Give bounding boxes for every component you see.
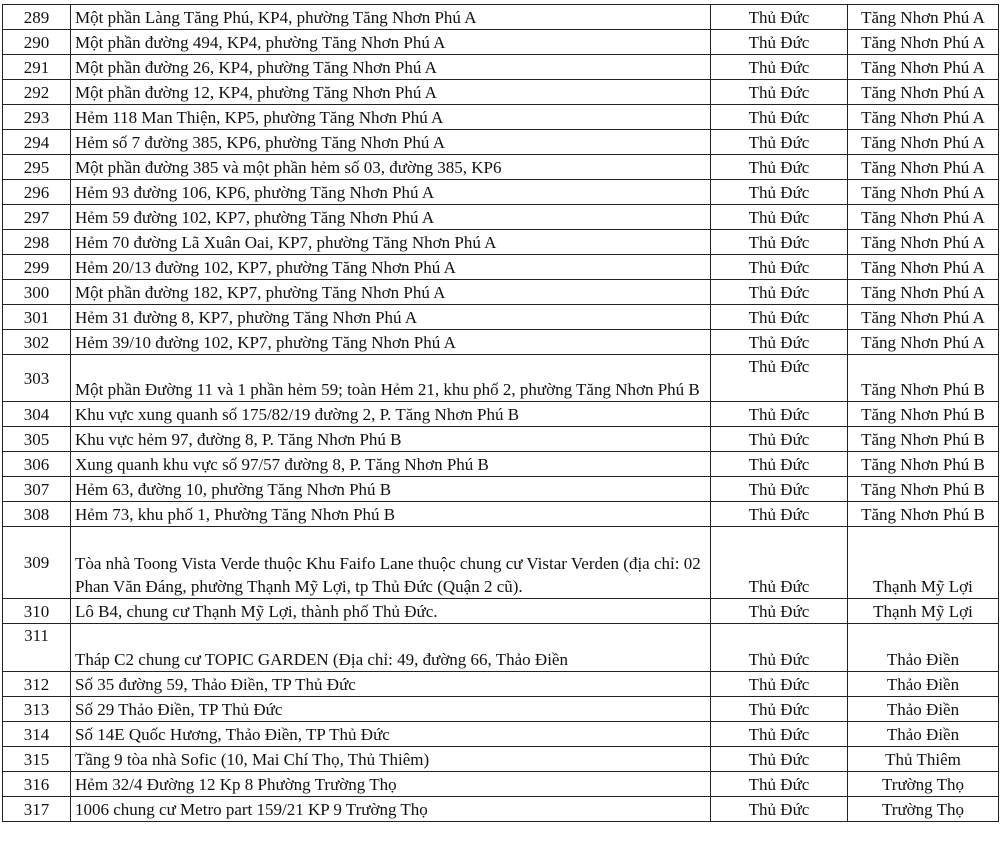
address-cell: Hẻm 59 đường 102, KP7, phường Tăng Nhơn Phú A: [71, 205, 711, 230]
row-number: 311: [3, 624, 71, 672]
address-cell: Một phần đường 182, KP7, phường Tăng Nhơn Phú A: [71, 280, 711, 305]
ward-cell: Tăng Nhơn Phú A: [848, 155, 999, 180]
row-number: 300: [3, 280, 71, 305]
ward-cell: Thảo Điền: [848, 697, 999, 722]
ward-cell: Thảo Điền: [848, 722, 999, 747]
address-cell: Tháp C2 chung cư TOPIC GARDEN (Địa chỉ: 49, đường 66, Thảo Điền: [71, 624, 711, 672]
table-row: [3, 355, 999, 402]
ward-cell: Tăng Nhơn Phú A: [848, 180, 999, 205]
address-cell: Khu vực xung quanh số 175/82/19 đường 2, P. Tăng Nhơn Phú B: [71, 402, 711, 427]
address-cell: Lô B4, chung cư Thạnh Mỹ Lợi, thành phố Thủ Đức.: [71, 599, 711, 624]
row-number: 302: [3, 330, 71, 355]
row-number: 296: [3, 180, 71, 205]
address-cell: Một phần đường 12, KP4, phường Tăng Nhơn Phú A: [71, 80, 711, 105]
ward-cell: Tăng Nhơn Phú B: [848, 355, 999, 402]
district-cell: Thủ Đức: [711, 255, 848, 280]
address-cell: Hẻm 32/4 Đường 12 Kp 8 Phường Trường Thọ: [71, 772, 711, 797]
district-cell: Thủ Đức: [711, 477, 848, 502]
ward-cell: Trường Thọ: [848, 797, 999, 822]
row-number: 304: [3, 402, 71, 427]
table-row: [3, 155, 999, 180]
district-cell: Thủ Đức: [711, 130, 848, 155]
district-cell: Thủ Đức: [711, 452, 848, 477]
district-cell: Thủ Đức: [711, 5, 848, 30]
table-row: [3, 747, 999, 772]
address-cell: Hẻm 31 đường 8, KP7, phường Tăng Nhơn Phú A: [71, 305, 711, 330]
address-cell: Hẻm 39/10 đường 102, KP7, phường Tăng Nhơn Phú A: [71, 330, 711, 355]
ward-cell: Tăng Nhơn Phú B: [848, 427, 999, 452]
ward-cell: Tăng Nhơn Phú B: [848, 477, 999, 502]
district-cell: Thủ Đức: [711, 55, 848, 80]
table-row: [3, 599, 999, 624]
ward-cell: Tăng Nhơn Phú B: [848, 452, 999, 477]
district-cell: Thủ Đức: [711, 502, 848, 527]
table-row: [3, 502, 999, 527]
district-cell: Thủ Đức: [711, 230, 848, 255]
table-row: [3, 624, 999, 672]
address-cell: Số 29 Thảo Điền, TP Thủ Đức: [71, 697, 711, 722]
row-number: 303: [3, 355, 71, 402]
district-cell: Thủ Đức: [711, 305, 848, 330]
ward-cell: Tăng Nhơn Phú A: [848, 230, 999, 255]
table-row: [3, 427, 999, 452]
ward-cell: Tăng Nhơn Phú A: [848, 205, 999, 230]
address-cell: Hẻm 118 Man Thiện, KP5, phường Tăng Nhơn Phú A: [71, 105, 711, 130]
ward-cell: Tăng Nhơn Phú A: [848, 55, 999, 80]
table-row: [3, 305, 999, 330]
table-row: [3, 55, 999, 80]
ward-cell: Tăng Nhơn Phú B: [848, 502, 999, 527]
table-row: [3, 205, 999, 230]
address-cell: Hẻm số 7 đường 385, KP6, phường Tăng Nhơn Phú A: [71, 130, 711, 155]
district-cell: Thủ Đức: [711, 30, 848, 55]
district-cell: Thủ Đức: [711, 205, 848, 230]
district-cell: Thủ Đức: [711, 772, 848, 797]
table-row: [3, 527, 999, 599]
table-row: [3, 772, 999, 797]
address-cell: Hẻm 70 đường Lã Xuân Oai, KP7, phường Tăng Nhơn Phú A: [71, 230, 711, 255]
district-cell: Thủ Đức: [711, 797, 848, 822]
row-number: 316: [3, 772, 71, 797]
row-number: 291: [3, 55, 71, 80]
table-row: [3, 30, 999, 55]
ward-cell: Thạnh Mỹ Lợi: [848, 599, 999, 624]
ward-cell: Trường Thọ: [848, 772, 999, 797]
address-cell: Một phần đường 26, KP4, phường Tăng Nhơn Phú A: [71, 55, 711, 80]
district-cell: Thủ Đức: [711, 527, 848, 599]
table-row: [3, 330, 999, 355]
address-cell: Một phần Đường 11 và 1 phần hẻm 59; toàn Hẻm 21, khu phố 2, phường Tăng Nhơn Phú B: [71, 355, 711, 402]
address-cell: Khu vực hẻm 97, đường 8, P. Tăng Nhơn Phú B: [71, 427, 711, 452]
address-cell: Tầng 9 tòa nhà Sofic (10, Mai Chí Thọ, Thủ Thiêm): [71, 747, 711, 772]
ward-cell: Tăng Nhơn Phú A: [848, 105, 999, 130]
address-cell: Tòa nhà Toong Vista Verde thuộc Khu Faifo Lane thuộc chung cư Vistar Verden (địa chỉ: 02 Phan Văn Đáng, phường Thạnh Mỹ Lợi, tp Thủ Đức (Quận 2 cũ).: [71, 527, 711, 599]
table-row: [3, 5, 999, 30]
ward-cell: Thảo Điền: [848, 672, 999, 697]
district-cell: Thủ Đức: [711, 722, 848, 747]
district-cell: Thủ Đức: [711, 330, 848, 355]
table-row: [3, 672, 999, 697]
ward-cell: Tăng Nhơn Phú A: [848, 30, 999, 55]
row-number: 290: [3, 30, 71, 55]
district-cell: Thủ Đức: [711, 697, 848, 722]
district-cell: Thủ Đức: [711, 80, 848, 105]
district-cell: Thủ Đức: [711, 355, 848, 402]
district-cell: Thủ Đức: [711, 747, 848, 772]
district-cell: Thủ Đức: [711, 155, 848, 180]
row-number: 317: [3, 797, 71, 822]
row-number: 297: [3, 205, 71, 230]
row-number: 314: [3, 722, 71, 747]
row-number: 295: [3, 155, 71, 180]
table-row: [3, 105, 999, 130]
district-cell: Thủ Đức: [711, 180, 848, 205]
address-cell: 1006 chung cư Metro part 159/21 KP 9 Trường Thọ: [71, 797, 711, 822]
ward-cell: Tăng Nhơn Phú A: [848, 5, 999, 30]
ward-cell: Tăng Nhơn Phú A: [848, 305, 999, 330]
row-number: 305: [3, 427, 71, 452]
ward-cell: Tăng Nhơn Phú A: [848, 330, 999, 355]
table-body: [3, 5, 999, 822]
row-number: 298: [3, 230, 71, 255]
ward-cell: Thảo Điền: [848, 624, 999, 672]
table-row: [3, 180, 999, 205]
table-row: [3, 280, 999, 305]
address-cell: Xung quanh khu vực số 97/57 đường 8, P. Tăng Nhơn Phú B: [71, 452, 711, 477]
row-number: 294: [3, 130, 71, 155]
district-cell: Thủ Đức: [711, 599, 848, 624]
row-number: 307: [3, 477, 71, 502]
locations-table: [2, 4, 999, 822]
ward-cell: Tăng Nhơn Phú A: [848, 130, 999, 155]
ward-cell: Thủ Thiêm: [848, 747, 999, 772]
address-cell: Số 35 đường 59, Thảo Điền, TP Thủ Đức: [71, 672, 711, 697]
address-cell: Hẻm 73, khu phố 1, Phường Tăng Nhơn Phú B: [71, 502, 711, 527]
row-number: 299: [3, 255, 71, 280]
district-cell: Thủ Đức: [711, 672, 848, 697]
row-number: 312: [3, 672, 71, 697]
table-row: [3, 80, 999, 105]
ward-cell: Tăng Nhơn Phú A: [848, 280, 999, 305]
district-cell: Thủ Đức: [711, 280, 848, 305]
table-row: [3, 722, 999, 747]
row-number: 301: [3, 305, 71, 330]
table-row: [3, 797, 999, 822]
district-cell: Thủ Đức: [711, 105, 848, 130]
address-cell: Hẻm 63, đường 10, phường Tăng Nhơn Phú B: [71, 477, 711, 502]
district-cell: Thủ Đức: [711, 402, 848, 427]
address-cell: Một phần Làng Tăng Phú, KP4, phường Tăng Nhơn Phú A: [71, 5, 711, 30]
address-cell: Một phần đường 494, KP4, phường Tăng Nhơn Phú A: [71, 30, 711, 55]
ward-cell: Tăng Nhơn Phú B: [848, 402, 999, 427]
row-number: 310: [3, 599, 71, 624]
address-cell: Hẻm 20/13 đường 102, KP7, phường Tăng Nhơn Phú A: [71, 255, 711, 280]
row-number: 306: [3, 452, 71, 477]
table-row: [3, 255, 999, 280]
ward-cell: Tăng Nhơn Phú A: [848, 255, 999, 280]
address-cell: Số 14E Quốc Hương, Thảo Điền, TP Thủ Đức: [71, 722, 711, 747]
address-cell: Hẻm 93 đường 106, KP6, phường Tăng Nhơn Phú A: [71, 180, 711, 205]
address-cell: Một phần đường 385 và một phần hẻm số 03, đường 385, KP6: [71, 155, 711, 180]
table-row: [3, 402, 999, 427]
table-row: [3, 130, 999, 155]
row-number: 289: [3, 5, 71, 30]
row-number: 315: [3, 747, 71, 772]
row-number: 293: [3, 105, 71, 130]
table-row: [3, 477, 999, 502]
row-number: 309: [3, 527, 71, 599]
district-cell: Thủ Đức: [711, 624, 848, 672]
district-cell: Thủ Đức: [711, 427, 848, 452]
table-row: [3, 230, 999, 255]
ward-cell: Thạnh Mỹ Lợi: [848, 527, 999, 599]
row-number: 292: [3, 80, 71, 105]
row-number: 313: [3, 697, 71, 722]
table-row: [3, 697, 999, 722]
row-number: 308: [3, 502, 71, 527]
table-row: [3, 452, 999, 477]
ward-cell: Tăng Nhơn Phú A: [848, 80, 999, 105]
